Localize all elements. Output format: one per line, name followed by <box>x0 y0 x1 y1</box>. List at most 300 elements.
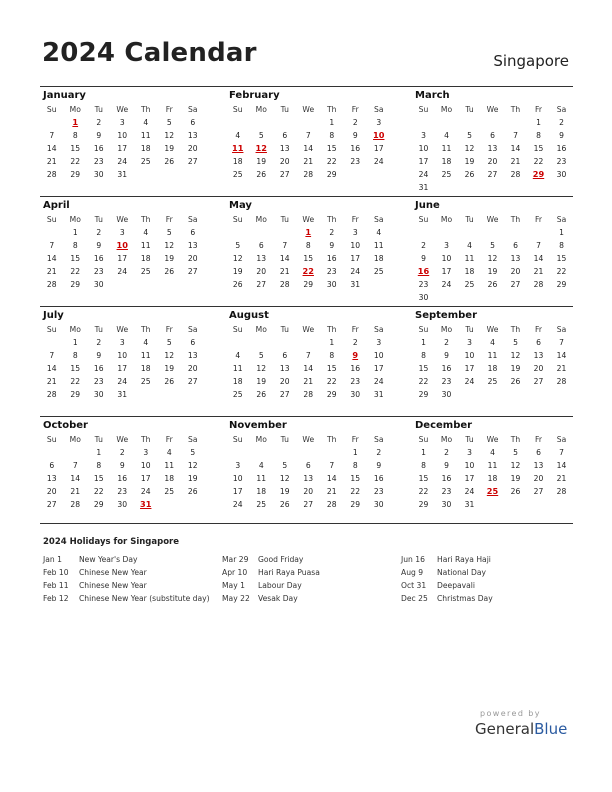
day-cell: 8 <box>421 351 426 360</box>
day-cell: 16 <box>326 254 337 263</box>
weekday-label: Th <box>327 435 337 444</box>
month-block <box>226 197 412 306</box>
day-cell: 10 <box>350 241 361 250</box>
day-cell: 7 <box>49 241 55 250</box>
day-cell: 7 <box>559 338 564 347</box>
day-cell: 1 <box>559 228 564 237</box>
day-cell: 23 <box>93 377 104 386</box>
day-cell: 26 <box>256 170 267 179</box>
day-cell: 6 <box>190 338 196 347</box>
day-cell: 18 <box>464 267 475 276</box>
weekday-label: Su <box>232 325 243 334</box>
day-cell: 14 <box>303 364 314 373</box>
week-row <box>40 278 226 291</box>
day-cell <box>40 226 64 239</box>
day-cell <box>481 498 504 511</box>
weekday-label: Tu <box>465 215 474 224</box>
day-cell: 31 <box>117 390 128 399</box>
day-cell: 29 <box>418 500 429 509</box>
day-cell: 18 <box>441 157 452 166</box>
weekday-label: Sa <box>374 325 384 334</box>
month-name: December <box>415 420 473 431</box>
day-cell: 4 <box>143 338 149 347</box>
day-cell <box>458 226 481 239</box>
weekday-label: We <box>302 435 315 444</box>
day-cell: 25 <box>232 170 243 179</box>
week-row <box>226 142 412 155</box>
day-cell: 19 <box>464 157 475 166</box>
day-cell <box>458 116 481 129</box>
month-block <box>226 417 412 526</box>
day-cell: 3 <box>119 118 125 127</box>
day-cell: 7 <box>72 461 78 470</box>
day-cell: 9 <box>96 131 102 140</box>
day-cell: 3 <box>376 338 382 347</box>
day-cell: 30 <box>326 280 337 289</box>
day-cell: 3 <box>119 338 125 347</box>
week-row <box>412 168 573 181</box>
day-cell: 14 <box>556 351 567 360</box>
day-cell: 10 <box>418 144 429 153</box>
week-row <box>412 239 573 252</box>
day-cell: 21 <box>533 267 544 276</box>
week-row <box>412 291 573 304</box>
day-cell: 23 <box>350 157 361 166</box>
day-cell: 22 <box>350 487 361 496</box>
day-cell: 21 <box>70 487 81 496</box>
day-cell <box>504 498 527 511</box>
day-cell <box>111 278 135 291</box>
day-cell: 3 <box>119 228 125 237</box>
day-cell: 4 <box>166 448 172 457</box>
day-cell: 1 <box>96 448 102 457</box>
day-cell: 9 <box>376 461 382 470</box>
day-cell <box>273 226 297 239</box>
day-cell: 4 <box>444 131 449 140</box>
holiday-date: Oct 31 <box>401 581 427 590</box>
day-cell <box>527 498 550 511</box>
week-row <box>412 129 573 142</box>
week-row <box>226 362 412 375</box>
day-cell: 1 <box>329 118 335 127</box>
day-cell: 14 <box>510 144 521 153</box>
month-block <box>226 87 412 196</box>
day-cell: 8 <box>421 461 426 470</box>
day-cell: 5 <box>513 338 518 347</box>
day-cell: 5 <box>190 448 196 457</box>
day-cell: 16 <box>441 474 452 483</box>
day-cell: 26 <box>510 487 521 496</box>
day-cell: 23 <box>373 487 384 496</box>
day-cell: 16 <box>93 144 104 153</box>
day-cell: 19 <box>279 487 290 496</box>
day-cell: 20 <box>46 487 57 496</box>
day-cell: 1 <box>329 338 335 347</box>
day-cell: 14 <box>46 144 57 153</box>
day-cell <box>550 498 573 511</box>
day-cell: 16 <box>117 474 128 483</box>
day-cell: 14 <box>556 461 567 470</box>
day-cell: 24 <box>232 500 243 509</box>
day-cell: 2 <box>96 228 102 237</box>
day-cell: 13 <box>46 474 57 483</box>
day-cell: 18 <box>140 254 151 263</box>
day-cell: 18 <box>256 487 267 496</box>
holiday-item <box>43 579 210 592</box>
month-name: September <box>415 310 477 321</box>
day-cell: 13 <box>303 474 314 483</box>
day-cell: 29 <box>326 170 337 179</box>
day-cell <box>40 446 64 459</box>
month-block <box>40 197 226 306</box>
week-row <box>226 485 412 498</box>
day-cell: 1 <box>72 117 79 127</box>
weekday-label: Th <box>510 325 521 334</box>
day-cell: 13 <box>187 241 198 250</box>
holiday-name: Good Friday <box>258 555 304 564</box>
day-cell <box>435 291 458 304</box>
week-row <box>226 129 412 142</box>
week-row <box>412 226 573 239</box>
weekday-label: Sa <box>374 105 384 114</box>
day-cell: 21 <box>279 267 290 276</box>
weekday-label: Tu <box>465 325 474 334</box>
day-cell: 7 <box>305 131 311 140</box>
weekday-label: Fr <box>165 325 173 334</box>
day-cell: 11 <box>164 461 175 470</box>
day-cell: 12 <box>256 364 267 373</box>
day-cell: 18 <box>164 474 175 483</box>
day-cell: 21 <box>46 267 57 276</box>
day-cell: 5 <box>258 131 264 140</box>
holiday-name: Vesak Day <box>258 594 298 603</box>
day-cell: 7 <box>49 351 55 360</box>
weekday-label: Mo <box>255 435 267 444</box>
day-cell: 6 <box>190 118 196 127</box>
day-cell: 10 <box>140 461 151 470</box>
week-row <box>40 459 226 472</box>
day-cell: 28 <box>326 500 337 509</box>
week-row <box>412 278 573 291</box>
week-row <box>412 485 573 498</box>
day-cell: 4 <box>235 131 241 140</box>
day-cell: 15 <box>556 254 567 263</box>
day-cell: 14 <box>326 474 337 483</box>
day-cell: 22 <box>418 377 429 386</box>
day-cell: 3 <box>143 448 149 457</box>
day-cell: 7 <box>536 241 541 250</box>
week-row <box>40 239 226 252</box>
day-cell: 18 <box>373 254 384 263</box>
day-cell: 8 <box>305 241 311 250</box>
weekday-label: Sa <box>188 435 198 444</box>
week-row <box>226 116 412 129</box>
day-cell: 25 <box>140 157 151 166</box>
holiday-item <box>222 566 320 579</box>
day-cell: 27 <box>303 500 314 509</box>
day-cell: 7 <box>49 131 55 140</box>
day-cell: 12 <box>510 351 521 360</box>
day-cell <box>158 278 182 291</box>
week-row <box>226 168 412 181</box>
day-cell: 6 <box>282 131 288 140</box>
day-cell: 19 <box>510 474 521 483</box>
day-cell: 16 <box>441 364 452 373</box>
day-cell: 11 <box>373 241 384 250</box>
holiday-list-column <box>43 553 210 605</box>
weekday-label: Sa <box>188 105 198 114</box>
week-row <box>412 349 573 362</box>
day-cell: 2 <box>352 338 358 347</box>
day-cell: 26 <box>510 377 521 386</box>
weekday-label: We <box>116 435 129 444</box>
day-cell: 2 <box>96 338 102 347</box>
week-row <box>226 388 412 401</box>
day-cell: 16 <box>373 474 384 483</box>
day-cell: 20 <box>279 157 290 166</box>
week-row <box>40 362 226 375</box>
day-cell: 23 <box>326 267 337 276</box>
day-cell: 9 <box>96 241 102 250</box>
day-cell: 13 <box>533 351 544 360</box>
weekday-label: Su <box>46 105 57 114</box>
day-cell: 31 <box>464 500 475 509</box>
day-cell: 24 <box>441 280 452 289</box>
month-name: May <box>229 200 252 211</box>
weekday-label: Fr <box>535 325 542 334</box>
day-cell: 14 <box>70 474 81 483</box>
quarter-row <box>40 306 573 416</box>
day-cell: 3 <box>235 461 241 470</box>
day-cell: 1 <box>421 338 426 347</box>
week-row <box>226 459 412 472</box>
day-cell: 13 <box>256 254 267 263</box>
week-row <box>40 265 226 278</box>
day-cell <box>412 116 435 129</box>
day-cell: 1 <box>352 448 358 457</box>
day-cell: 1 <box>305 227 312 237</box>
weekday-label: Fr <box>535 105 542 114</box>
day-cell: 14 <box>46 364 57 373</box>
weekday-label: Fr <box>165 105 173 114</box>
day-cell: 31 <box>350 280 361 289</box>
weekday-label: We <box>302 325 315 334</box>
day-cell: 29 <box>532 169 545 179</box>
day-cell: 5 <box>166 338 172 347</box>
day-cell: 3 <box>467 448 472 457</box>
weekday-label: Sa <box>556 435 567 444</box>
powered-by-text: powered by <box>480 709 541 718</box>
day-cell: 25 <box>256 500 267 509</box>
holiday-name: Chinese New Year (substitute day) <box>79 594 210 603</box>
weekday-label: We <box>116 105 129 114</box>
day-cell: 30 <box>93 280 104 289</box>
day-cell: 9 <box>444 461 449 470</box>
day-cell <box>412 226 435 239</box>
day-cell: 3 <box>376 118 382 127</box>
day-cell: 28 <box>556 377 567 386</box>
weekday-label: Mo <box>69 435 81 444</box>
weekday-label: Th <box>510 435 521 444</box>
month-block <box>412 87 573 196</box>
weekday-label: Th <box>141 325 151 334</box>
day-cell <box>250 336 274 349</box>
brand-part1: General <box>475 720 535 738</box>
month-block <box>412 307 573 416</box>
day-cell: 3 <box>444 241 449 250</box>
day-cell <box>226 226 250 239</box>
day-cell <box>40 336 64 349</box>
day-cell: 27 <box>487 170 498 179</box>
day-cell: 23 <box>350 377 361 386</box>
quarter-row <box>40 86 573 196</box>
day-cell: 19 <box>164 144 175 153</box>
month-name: November <box>229 420 287 431</box>
weekday-label: Tu <box>280 325 289 334</box>
holiday-name: Hari Raya Puasa <box>258 568 320 577</box>
day-cell: 15 <box>326 364 337 373</box>
week-row <box>40 168 226 181</box>
holiday-date: Feb 10 <box>43 568 69 577</box>
day-cell: 6 <box>282 351 288 360</box>
day-cell: 21 <box>46 377 57 386</box>
day-cell: 17 <box>373 364 384 373</box>
holiday-name: Chinese New Year <box>79 581 147 590</box>
day-cell: 2 <box>376 448 382 457</box>
day-cell: 27 <box>187 267 198 276</box>
week-row <box>40 336 226 349</box>
week-row <box>412 498 573 511</box>
day-cell: 4 <box>467 241 472 250</box>
day-cell: 14 <box>46 254 57 263</box>
weekday-label: Su <box>232 435 243 444</box>
day-cell: 21 <box>303 157 314 166</box>
day-cell <box>297 116 321 129</box>
month-block <box>40 87 226 196</box>
day-cell: 17 <box>441 267 452 276</box>
day-cell: 4 <box>376 228 382 237</box>
day-cell: 4 <box>143 228 149 237</box>
day-cell: 5 <box>490 241 495 250</box>
day-cell: 30 <box>441 500 452 509</box>
day-cell: 1 <box>72 338 78 347</box>
week-row <box>412 446 573 459</box>
day-cell: 20 <box>187 144 198 153</box>
holiday-item <box>401 566 493 579</box>
weekday-label: We <box>486 105 499 114</box>
day-cell: 7 <box>559 448 564 457</box>
day-cell: 23 <box>441 377 452 386</box>
day-cell: 27 <box>187 157 198 166</box>
day-cell <box>134 388 158 401</box>
week-row <box>40 252 226 265</box>
weekday-label: Mo <box>440 105 453 114</box>
day-cell: 25 <box>464 280 475 289</box>
day-cell: 11 <box>487 351 498 360</box>
week-row <box>412 375 573 388</box>
day-cell: 29 <box>556 280 567 289</box>
week-row <box>412 265 573 278</box>
weekday-header <box>226 433 412 446</box>
day-cell: 4 <box>235 351 241 360</box>
holiday-item <box>43 553 210 566</box>
day-cell: 10 <box>117 351 128 360</box>
week-row <box>412 252 573 265</box>
day-cell: 31 <box>373 390 384 399</box>
day-cell: 23 <box>93 267 104 276</box>
day-cell: 29 <box>350 500 361 509</box>
weekday-label: Fr <box>535 435 542 444</box>
day-cell: 9 <box>421 254 426 263</box>
day-cell: 16 <box>350 364 361 373</box>
day-cell: 5 <box>282 461 288 470</box>
day-cell: 22 <box>326 377 337 386</box>
holiday-name: Deepavali <box>437 581 476 590</box>
day-cell: 8 <box>96 461 102 470</box>
weekday-header <box>40 433 226 446</box>
day-cell: 30 <box>373 500 384 509</box>
week-row <box>226 336 412 349</box>
holiday-date: Feb 11 <box>43 581 69 590</box>
day-cell: 15 <box>533 144 544 153</box>
day-cell <box>226 336 250 349</box>
weekday-header <box>40 213 226 226</box>
weekday-label: Sa <box>188 325 198 334</box>
country-label: Singapore <box>493 52 569 70</box>
day-cell: 20 <box>187 364 198 373</box>
weekday-header <box>40 323 226 336</box>
weekday-label: Mo <box>69 105 81 114</box>
day-cell: 18 <box>487 474 498 483</box>
day-cell <box>158 498 182 511</box>
holiday-item <box>401 592 493 605</box>
day-cell <box>527 181 550 194</box>
weekday-header <box>412 433 573 446</box>
weekday-label: Tu <box>280 105 289 114</box>
day-cell: 18 <box>232 157 243 166</box>
weekday-header <box>412 213 573 226</box>
day-cell: 24 <box>350 267 361 276</box>
day-cell: 18 <box>487 364 498 373</box>
day-cell: 20 <box>187 254 198 263</box>
day-cell: 11 <box>487 461 498 470</box>
weekday-label: We <box>302 215 315 224</box>
day-cell <box>550 291 573 304</box>
day-cell: 19 <box>487 267 498 276</box>
week-row <box>412 472 573 485</box>
weekday-label: Fr <box>535 215 542 224</box>
day-cell: 19 <box>164 254 175 263</box>
month-name: August <box>229 310 269 321</box>
day-cell: 20 <box>487 157 498 166</box>
holiday-item <box>43 592 210 605</box>
month-name: March <box>415 90 450 101</box>
day-cell: 17 <box>418 157 429 166</box>
day-cell: 5 <box>166 118 172 127</box>
day-cell: 25 <box>140 267 151 276</box>
holiday-date: Aug 9 <box>401 568 424 577</box>
day-cell: 28 <box>279 280 290 289</box>
day-cell: 23 <box>441 487 452 496</box>
weekday-label: Th <box>141 105 151 114</box>
month-name: July <box>43 310 64 321</box>
week-row <box>40 226 226 239</box>
day-cell <box>481 291 504 304</box>
day-cell: 31 <box>140 499 152 509</box>
day-cell: 8 <box>329 131 335 140</box>
week-row <box>226 498 412 511</box>
day-cell: 22 <box>70 267 81 276</box>
